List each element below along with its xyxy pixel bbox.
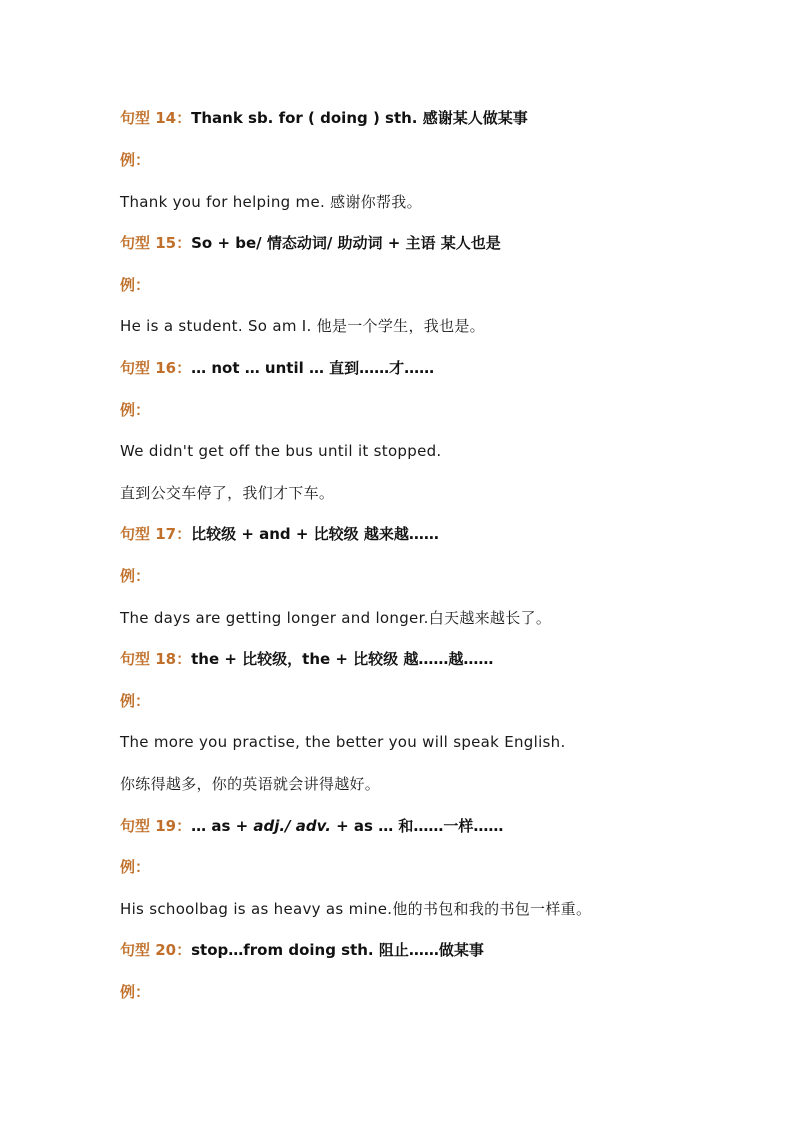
pattern-label: 句型 18： bbox=[120, 650, 192, 668]
pattern-text: … not … until … 直到……才…… bbox=[191, 359, 435, 377]
pattern-label: 句型 16： bbox=[120, 359, 192, 377]
example-translation: 直到公交车停了，我们才下车。 bbox=[120, 484, 335, 502]
pattern-text-pre: … as + bbox=[191, 817, 254, 835]
example-label: 例： bbox=[120, 151, 151, 169]
pattern-heading-14 bbox=[120, 108, 528, 128]
pattern-label: 句型 19： bbox=[120, 817, 192, 835]
example-label: 例： bbox=[120, 983, 151, 1001]
pattern-heading-15 bbox=[120, 233, 501, 253]
pattern-label: 句型 20： bbox=[120, 941, 192, 959]
example-label: 例： bbox=[120, 401, 151, 419]
example-translation: 你练得越多，你的英语就会讲得越好。 bbox=[120, 775, 381, 793]
pattern-text-post: + as … 和……一样…… bbox=[330, 817, 504, 835]
pattern-heading-19 bbox=[120, 816, 503, 836]
pattern-heading-17 bbox=[120, 524, 439, 544]
pattern-text: So + be/ 情态动词/ 助动词 + 主语 某人也是 bbox=[191, 234, 501, 252]
example-sentence: The more you practise, the better you will speak English. bbox=[120, 733, 566, 751]
example-sentence: The days are getting longer and longer.白天越来越长了。 bbox=[120, 609, 552, 627]
pattern-label: 句型 15： bbox=[120, 234, 192, 252]
pattern-text: Thank sb. for ( doing ) sth. 感谢某人做某事 bbox=[191, 109, 528, 127]
pattern-text: 比较级 + and + 比较级 越来越…… bbox=[191, 525, 439, 543]
example-sentence: We didn't get off the bus until it stopped. bbox=[120, 442, 442, 460]
example-sentence: His schoolbag is as heavy as mine.他的书包和我的书包一样重。 bbox=[120, 900, 592, 918]
example-label: 例： bbox=[120, 858, 151, 876]
example-label: 例： bbox=[120, 276, 151, 294]
pattern-heading-20 bbox=[120, 940, 484, 960]
example-label: 例： bbox=[120, 567, 151, 585]
example-sentence: Thank you for helping me. 感谢你帮我。 bbox=[120, 193, 422, 211]
pattern-text-italic: adj./ adv. bbox=[253, 817, 331, 835]
pattern-text: stop…from doing sth. 阻止……做某事 bbox=[191, 941, 484, 959]
example-label: 例： bbox=[120, 692, 151, 710]
pattern-heading-18 bbox=[120, 649, 493, 669]
pattern-heading-16 bbox=[120, 358, 434, 378]
example-sentence: He is a student. So am I. 他是一个学生，我也是。 bbox=[120, 317, 485, 335]
pattern-text: the + 比较级，the + 比较级 越……越…… bbox=[191, 650, 494, 668]
pattern-label: 句型 17： bbox=[120, 525, 192, 543]
pattern-text bbox=[191, 817, 503, 835]
pattern-label: 句型 14： bbox=[120, 109, 192, 127]
